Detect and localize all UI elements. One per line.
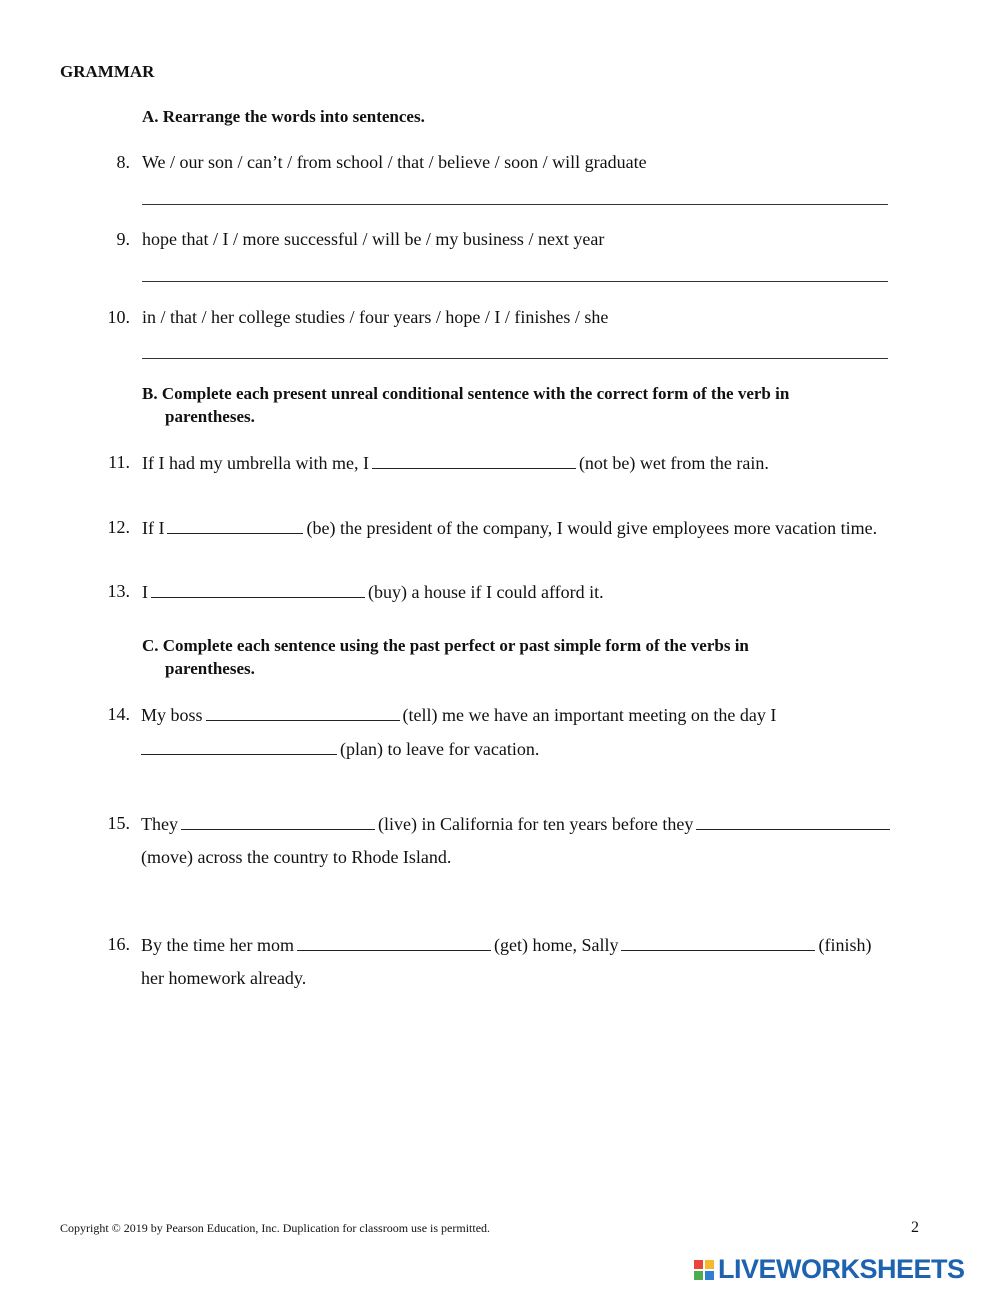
part-c-instruction-cont: parentheses. <box>165 659 255 678</box>
item-11-sentence <box>142 452 769 474</box>
logo-squares-icon <box>694 1260 714 1280</box>
item-8-number: 8. <box>116 152 130 172</box>
item-15-line-2: (move) across the country to Rhode Island. <box>141 847 452 867</box>
item-14-number: 14. <box>107 704 130 724</box>
item-10-number: 10. <box>107 307 130 327</box>
item-16-part-c: (finish) <box>818 935 872 955</box>
item-8-answer-line[interactable] <box>142 204 888 205</box>
part-b-instruction: B. Complete each present unreal conditional sentence with the correct form of the verb in <box>142 384 790 403</box>
item-15-line-1 <box>141 813 893 835</box>
page-number: 2 <box>911 1219 919 1236</box>
item-16-line-1 <box>141 934 871 956</box>
item-9-answer-line[interactable] <box>142 281 888 282</box>
liveworksheets-logo[interactable] <box>694 1254 965 1285</box>
item-12-sentence <box>142 517 877 539</box>
item-16-blank-2[interactable] <box>621 934 815 951</box>
item-13-blank[interactable] <box>151 581 365 598</box>
part-c-instruction: C. Complete each sentence using the past perfect or past simple form of the verbs in <box>142 636 749 655</box>
item-8-text: We / our son / can’t / from school / that / believe / soon / will graduate <box>142 152 647 172</box>
item-9-text: hope that / I / more successful / will be / my business / next year <box>142 229 605 249</box>
item-12-before: If I <box>142 518 165 538</box>
item-12-blank[interactable] <box>167 517 303 534</box>
item-12-after: (be) the president of the company, I would give employees more vacation time. <box>306 518 878 538</box>
item-14-part-c: (plan) to leave for vacation. <box>340 739 540 759</box>
item-14-part-a: My boss <box>141 705 203 725</box>
item-11-blank[interactable] <box>372 452 576 469</box>
item-14-part-b: (tell) me we have an important meeting on the day I <box>402 705 777 725</box>
item-13-sentence <box>142 581 604 603</box>
item-14-line-2 <box>138 738 539 760</box>
item-15-part-a: They <box>141 814 178 834</box>
item-16-number: 16. <box>107 934 130 954</box>
item-16-line-2: her homework already. <box>141 968 307 988</box>
item-14-blank-1[interactable] <box>206 704 400 721</box>
item-11-after: (not be) wet from the rain. <box>578 453 769 473</box>
item-16-part-b: (get) home, Sally <box>493 935 619 955</box>
item-14-blank-2[interactable] <box>141 738 337 755</box>
item-15-number: 15. <box>107 813 130 833</box>
item-15-part-b: (live) in California for ten years before they <box>377 814 694 834</box>
item-14-line-1 <box>141 704 776 726</box>
item-10-text: in / that / her college studies / four years / hope / I / finishes / she <box>142 307 609 327</box>
section-title: GRAMMAR <box>60 62 155 81</box>
item-12-number: 12. <box>107 517 130 537</box>
item-11-number: 11. <box>108 452 130 472</box>
item-11-before: If I had my umbrella with me, I <box>142 453 369 473</box>
item-15-blank-1[interactable] <box>181 813 375 830</box>
brand-name: LIVEWORKSHEETS <box>718 1254 965 1284</box>
part-a-instruction: A. Rearrange the words into sentences. <box>142 107 425 126</box>
item-13-after: (buy) a house if I could afford it. <box>368 582 604 602</box>
item-9-number: 9. <box>116 229 130 249</box>
item-15-blank-2[interactable] <box>696 813 890 830</box>
item-13-before: I <box>142 582 148 602</box>
item-13-number: 13. <box>107 581 130 601</box>
item-16-part-a: By the time her mom <box>141 935 294 955</box>
item-10-answer-line[interactable] <box>142 358 888 359</box>
part-b-instruction-cont: parentheses. <box>165 407 255 426</box>
item-16-blank-1[interactable] <box>297 934 491 951</box>
copyright-notice: Copyright © 2019 by Pearson Education, Inc. Duplication for classroom use is permitted. <box>60 1221 491 1235</box>
